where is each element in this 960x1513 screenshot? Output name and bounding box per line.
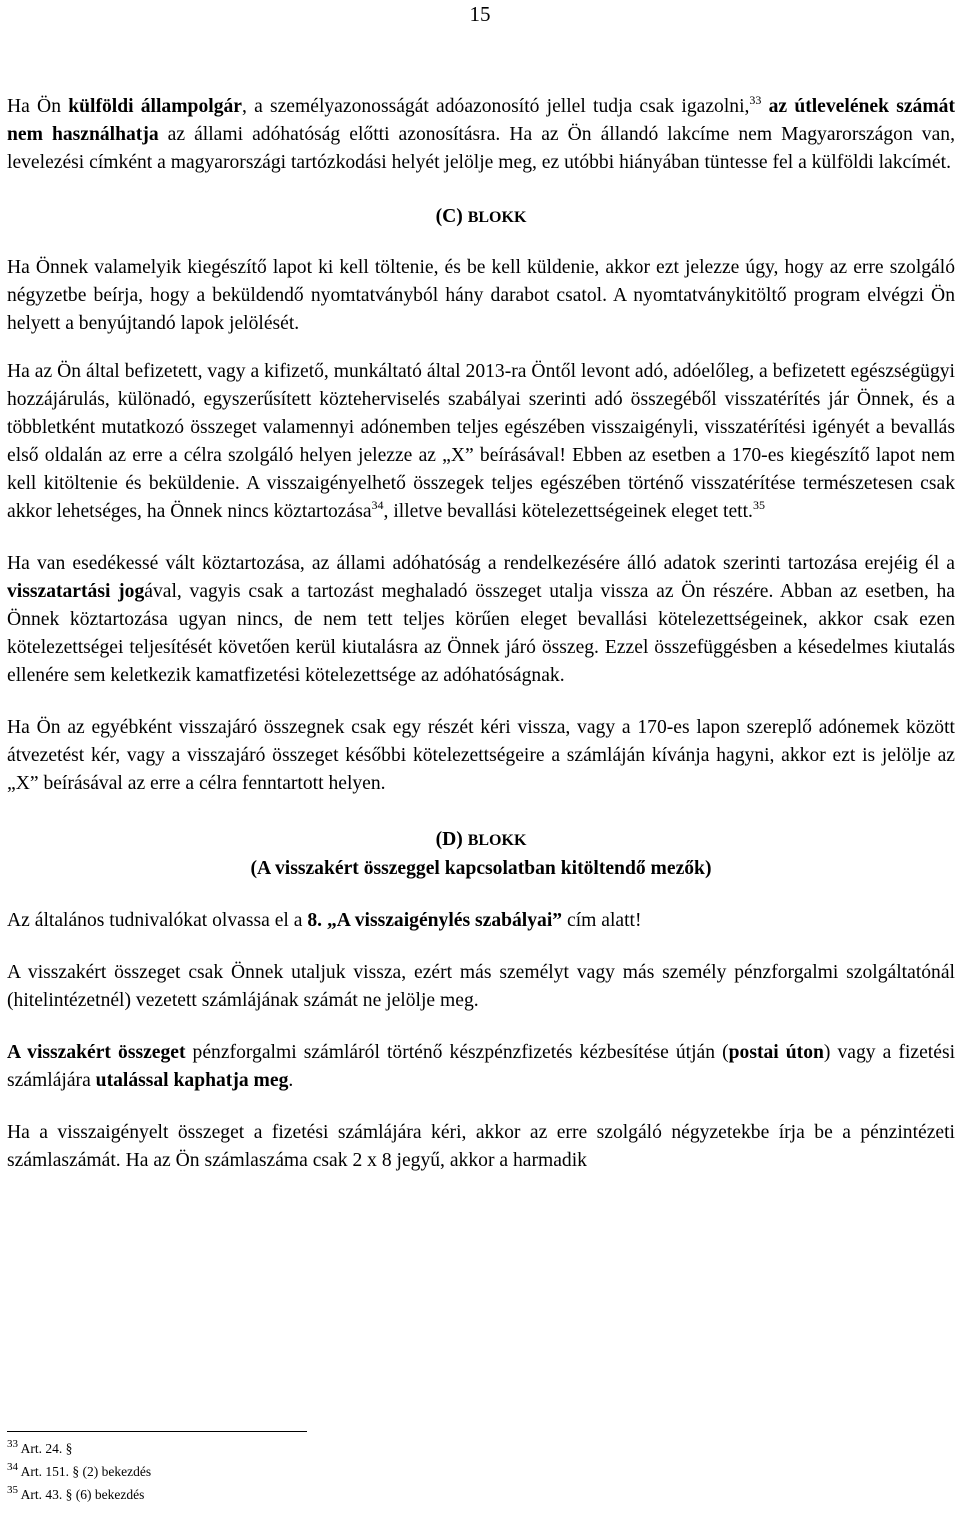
bold-text: az útlevelének számát nem használhatja <box>7 96 955 145</box>
footnote-separator <box>7 1431 307 1432</box>
block-c-paragraph-1: Ha Önnek valamelyik kiegészítő lapot ki kell töltenie, és be kell küldenie, akkor ezt jelezze úgy, hogy az erre szolgáló négyzetbe beírja, hogy a beküldendő nyomtatványból hány darabot csatol. A nyomtatványkitöltő program elvégzi Ön helyett a benyújtandó lapok jelölését. <box>7 257 955 334</box>
text: ával, vagyis csak a tartozást meghaladó összeget utalja vissza az Ön részére. Abban az esetben, ha Önnek köztartozása ugyan nincs, de nem tett teljes körűen eleget bevallási kötelezettségeinek, akkor csak ezen kötelezettségei teljesítését követően kerül kiutalásra az Önnek járó összeg. Ezzel összefüggésben a késedelmes kiutalás ellenére sem keletkezik kamatfizetési kötelezettsége az adóhatóságnak. <box>7 581 955 686</box>
bold-text: A visszakért összeget <box>7 1042 186 1063</box>
block-d-subheading: (A visszakért összeggel kapcsolatban kitöltendő mezők) <box>250 858 712 879</box>
block-c-paragraph-4: Ha Ön az egyébként visszajáró összegnek csak egy részét kéri vissza, vagy a 170-es lapon szereplő adónemek között átvezetést kér, vagy a visszajáró összeget későbbi kötelezettségeire a számláján kívánja hagyni, akkor ezt is jelölje az „X” beírásával az erre a célra fenntartott helyen. <box>7 717 955 794</box>
text: Ha Ön <box>7 96 69 117</box>
footnote-ref-33[interactable]: 33 <box>749 93 762 107</box>
text: , illetve bevallási kötelezettségeinek eleget tett. <box>383 501 753 522</box>
block-d-paragraph-2: A visszakért összeget csak Önnek utaljuk vissza, ezért más személyt vagy más személy pénzforgalmi szolgáltatónál (hitelintézetnél) vezetett számlájának számát ne jelölje meg. <box>7 962 955 1011</box>
bold-text: postai úton <box>728 1042 824 1063</box>
footnote-35 <box>7 1483 507 1506</box>
text: Az általános tudnivalókat olvassa el a <box>7 910 308 931</box>
footnote-number: 35 <box>7 1484 18 1496</box>
heading-word: BLOKK <box>467 832 527 849</box>
page-content <box>7 93 955 1175</box>
footnote-34 <box>7 1460 507 1483</box>
text: Ha az Ön által befizetett, vagy a kifizető, munkáltató által 2013-ra Öntől levont adó, adóelőleg, a befizetett egészségügyi hozzájárulás, különadó, egyszerűsített közteherviselés szabályai szerinti adó összegéből visszatérítés jár Önnek, és a többletként mutatkozó összeget valamennyi adónemben teljes egészében visszaigényli, visszatérítési igényét a bevallás első oldalán az erre a célra szolgáló helyen jelezze az „X” beírásával! Ebben az esetben a 170-es kiegészítő lapot nem kell kitöltenie és beküldenie. A visszaigényelhető összegek teljes egészében történő visszatérítése természetesen csak akkor lehetséges, ha Önnek nincs köztartozása <box>7 361 955 522</box>
block-c-heading <box>7 203 955 232</box>
text: az állami adóhatóság előtti azonosításra. Ha az Ön állandó lakcíme nem Magyarországon van, levelezési címként a magyarországi tartózkodási helyét jelölje meg, ez utóbbi hiányában tüntesse fel a külföldi lakcímét. <box>7 124 955 173</box>
footnote-ref-34[interactable]: 34 <box>371 498 384 512</box>
text: ) vagy a fizetési számlájára <box>7 1042 956 1091</box>
block-c-paragraph-2 <box>7 358 955 526</box>
text: . <box>288 1070 294 1091</box>
bold-text: utalással kaphatja meg <box>95 1070 289 1091</box>
footnote-33 <box>7 1437 507 1460</box>
block-c-paragraph-3 <box>7 550 955 690</box>
bold-text: külföldi állampolgár <box>68 96 242 117</box>
bold-text: 8. „A visszaigénylés szabályai” <box>307 910 563 931</box>
heading-letter: (C) <box>435 206 463 227</box>
block-d-heading <box>7 826 955 883</box>
block-d-paragraph-3 <box>7 1039 955 1095</box>
footnote-ref-35[interactable]: 35 <box>752 498 765 512</box>
bold-text: visszatartási jog <box>7 581 145 602</box>
paragraph-foreign-citizen <box>7 93 955 177</box>
block-d-paragraph-4: Ha a visszaigényelt összeget a fizetési számlájára kéri, akkor az erre szolgáló négyzetekbe írja be a pénzintézeti számlaszámát. Ha az Ön számlaszáma csak 2 x 8 jegyű, akkor a harmadik <box>7 1122 955 1171</box>
text: pénzforgalmi számláról történő készpénzfizetés kézbesítése útján ( <box>185 1042 729 1063</box>
footnote-number: 33 <box>7 1438 18 1450</box>
text: cím alatt! <box>562 910 642 931</box>
footnote-number: 34 <box>7 1461 18 1473</box>
footnotes <box>7 1437 507 1506</box>
block-d-paragraph-1 <box>7 907 955 935</box>
footnote-text: Art. 151. § (2) bekezdés <box>20 1464 152 1479</box>
page-number: 15 <box>469 2 491 26</box>
heading-word: BLOKK <box>467 209 527 226</box>
footnote-text: Art. 24. § <box>20 1441 73 1456</box>
footnote-text: Art. 43. § (6) bekezdés <box>20 1487 145 1502</box>
text: Ha van esedékessé vált köztartozása, az állami adóhatóság a rendelkezésére álló adatok szerinti tartozása erejéig él a <box>7 553 955 574</box>
text: , a személyazonosságát adóazonosító jellel tudja csak igazolni, <box>241 96 750 117</box>
heading-letter: (D) <box>435 829 463 850</box>
